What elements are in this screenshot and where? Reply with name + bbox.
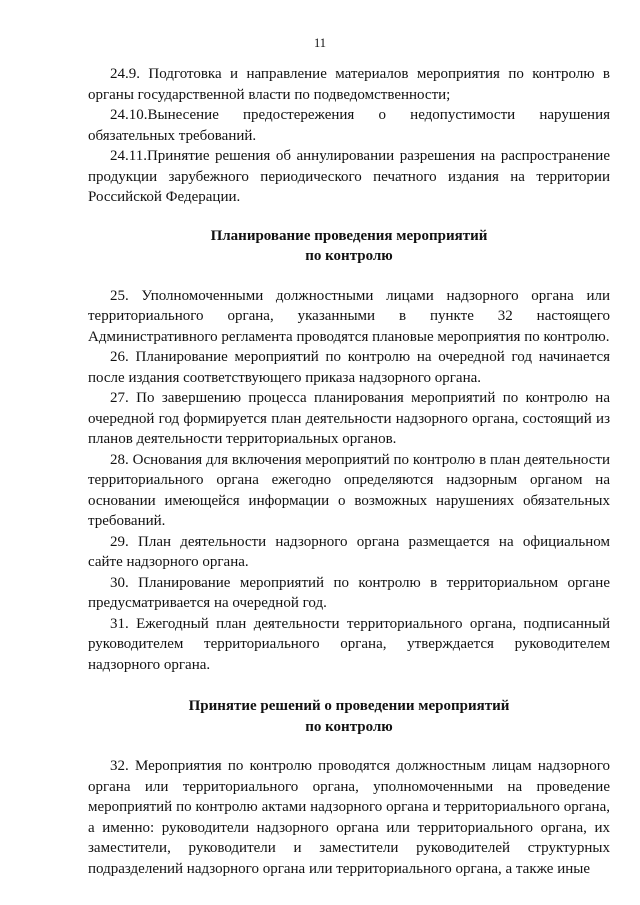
heading-decisions-line1: Принятие решений о проведении мероприятий [188, 698, 510, 714]
paragraph-24-10: 24.10.Вынесение предостережения о недопустимости нарушения обязательных требований. [88, 107, 610, 144]
page-number: 11 [313, 36, 327, 50]
paragraph-32: 32. Мероприятия по контролю проводятся должностным лицам надзорного органа или территориального органа, уполномоченными на проведение мероприятий по контролю актами надзорного органа и территориального органа, а именно: руководители надзорного органа или территориального органа, их заместители, руководители и заместители руководителей структурных подразделений надзорного органа или территориального органа, а также иные [88, 758, 610, 877]
paragraph-24-11: 24.11.Принятие решения об аннулировании разрешения на распространение продукции зарубежного периодического печатного издания на территории Российской Федерации. [88, 148, 610, 205]
section-items-24 [88, 64, 610, 208]
section-planning [88, 286, 610, 676]
heading-planning-line2: по контролю [305, 248, 393, 264]
paragraph-24-9: 24.9. Подготовка и направление материалов мероприятия по контролю в органы государственной власти по подведомственности; [88, 66, 610, 103]
section-decisions [88, 756, 610, 879]
paragraph-28: 28. Основания для включения мероприятий по контролю в план деятельности территориального органа ежегодно определяются надзорным органом на основании имеющейся информации о возможных нарушениях обязательных требований. [88, 451, 610, 529]
paragraph-31: 31. Ежегодный план деятельности территориального органа, подписанный руководителем территориального органа, утверждается руководителем надзорного органа. [88, 615, 610, 673]
heading-decisions-line2: по контролю [305, 718, 393, 735]
paragraph-25: 25. Уполномоченными должностными лицами надзорного органа или территориального органа, указанными в пункте 32 настоящего Административного регламента проводятся плановые мероприятия по контролю. [88, 287, 610, 345]
paragraph-29: 29. План деятельности надзорного органа размещается на официальном сайте надзорного органа. [88, 533, 610, 570]
paragraph-26: 26. Планирование мероприятий по контролю на очередной год начинается после издания соответствующего приказа надзорного органа. [88, 349, 610, 386]
page-content [88, 64, 610, 879]
paragraph-27: 27. По завершению процесса планирования мероприятий по контролю на очередной год формируется план деятельности надзорного органа, состоящий из планов деятельности территориальных органов. [88, 390, 610, 447]
paragraph-30: 30. Планирование мероприятий по контролю в территориальном органе предусматривается на очередной год. [88, 574, 610, 611]
heading-planning-line1: Планирование проведения мероприятий [210, 227, 488, 244]
section-heading-decisions [88, 696, 610, 737]
section-heading-planning [88, 226, 610, 267]
